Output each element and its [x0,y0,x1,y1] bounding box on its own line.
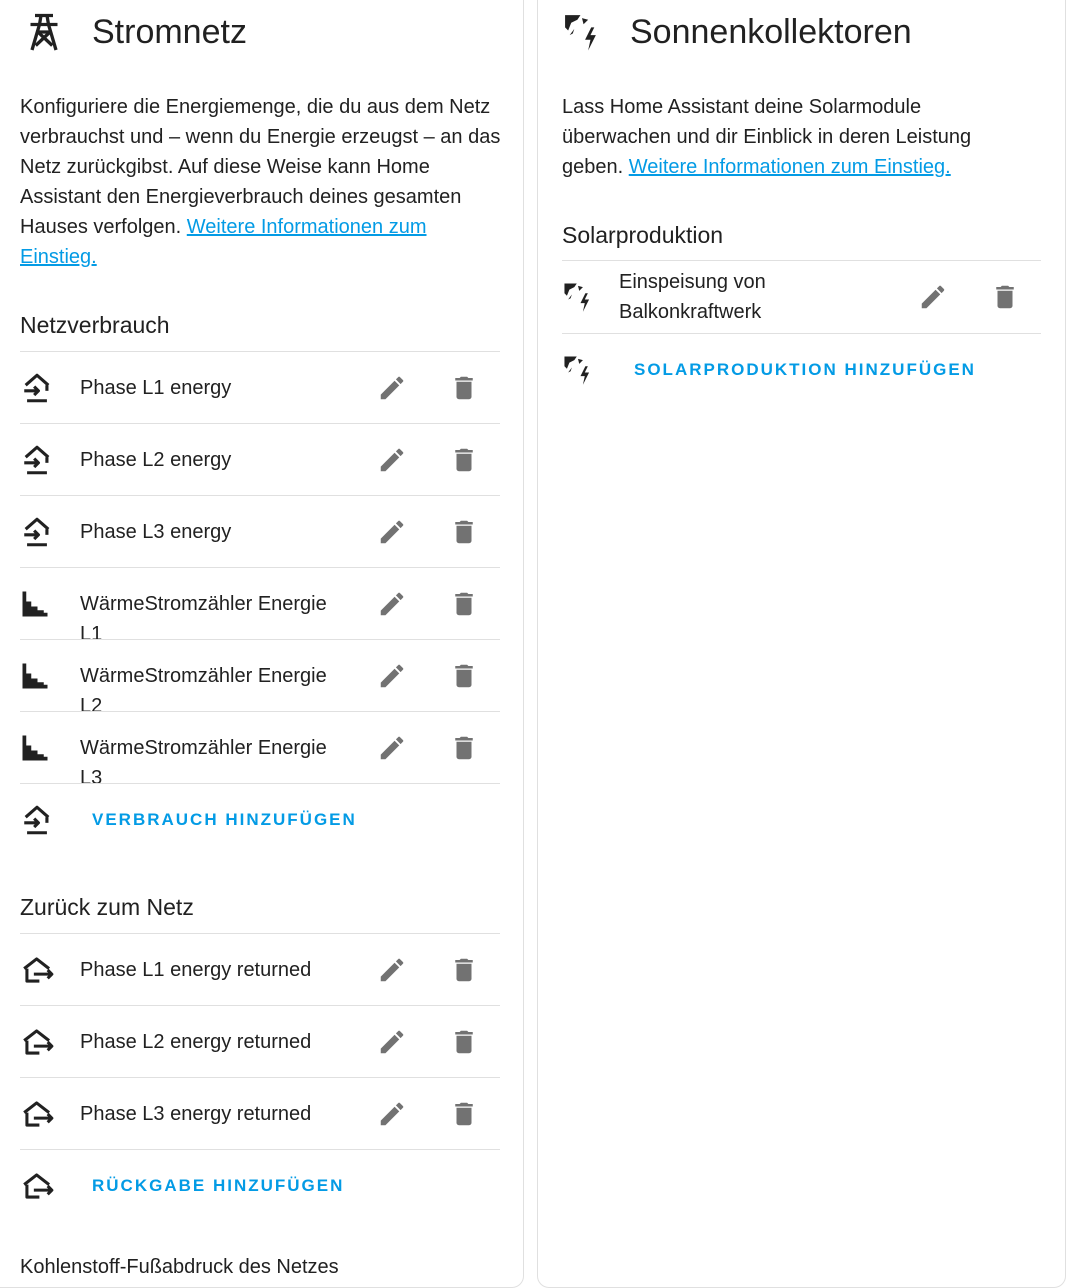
add-consumption-button[interactable]: VERBRAUCH HINZUFÜGEN [92,809,357,829]
entity-label: Phase L2 energy returned [80,1031,312,1053]
entity-label: WärmeStromzähler Energie L1 [80,593,327,645]
delete-button[interactable] [985,277,1025,317]
trash-icon [449,733,479,763]
home-export-icon [20,1024,56,1060]
solar-description: Lass Home Assistant deine Solarmodule überwachen und dir Einblick in deren Leistung geben. [562,96,972,178]
edit-button[interactable] [372,368,412,408]
edit-button[interactable] [372,584,412,624]
grid-card-title: Stromnetz [92,12,247,51]
entity-row [20,423,500,495]
trash-icon [449,445,479,475]
solar-power-icon [562,352,598,388]
pencil-icon [377,733,407,763]
pencil-icon [377,445,407,475]
delete-button[interactable] [444,440,484,480]
solar-production-row [562,260,1041,332]
edit-button[interactable] [372,950,412,990]
chart-stairs-icon [20,730,56,766]
trash-icon [449,589,479,619]
delete-button[interactable] [444,368,484,408]
solar-card-title: Sonnenkollektoren [630,12,912,51]
edit-button[interactable] [913,277,953,317]
grid-card-header [24,12,247,52]
delete-button[interactable] [444,512,484,552]
solar-production-section-title: Solarproduktion [562,222,724,248]
edit-button[interactable] [372,1094,412,1134]
chart-stairs-icon [20,658,56,694]
delete-button[interactable] [444,656,484,696]
pencil-icon [377,661,407,691]
edit-button[interactable] [372,512,412,552]
chart-stairs-icon [20,586,56,622]
home-import-icon [20,442,56,478]
trash-icon [449,517,479,547]
pencil-icon [377,955,407,985]
pencil-icon [377,373,407,403]
home-export-icon [20,1168,56,1204]
entity-label: WärmeStromzähler Energie L2 [80,665,327,717]
add-solar-button[interactable]: SOLARPRODUKTION HINZUFÜGEN [634,359,976,379]
delete-button[interactable] [444,1094,484,1134]
trash-icon [449,1027,479,1057]
edit-button[interactable] [372,656,412,696]
entity-row [20,639,500,717]
entity-row [20,933,500,1005]
pencil-icon [918,282,948,312]
pencil-icon [377,1099,407,1129]
entity-label: Phase L2 energy [80,449,232,471]
add-return-row [20,1149,500,1221]
pencil-icon [377,1027,407,1057]
grid-description: Konfiguriere die Energiemenge, die du aus dem Netz verbrauchst und – wenn du Energie erzeugst – an das Netz zurückgibst. Auf diese Weise kann Home Assistant den Energieverbrauch deines gesamten Hauses verfolgen. [20,96,501,238]
entity-label: Phase L3 energy returned [80,1103,312,1125]
add-consumption-row [20,783,500,855]
pencil-icon [377,589,407,619]
solar-power-icon [562,279,598,315]
entity-row [20,711,500,789]
solar-learn-more-link[interactable]: Weitere Informationen zum Einstieg. [628,156,951,178]
solar-power-icon [562,12,602,52]
entity-row [20,1077,500,1149]
grid-description-block [20,92,505,272]
solar-card-header [562,12,912,52]
delete-button[interactable] [444,1022,484,1062]
pencil-icon [377,517,407,547]
trash-icon [449,1099,479,1129]
entity-label: Phase L1 energy [80,377,232,399]
transmission-tower-icon [24,12,64,52]
entity-row [20,495,500,567]
home-import-icon [20,370,56,406]
carbon-section-title: Kohlenstoff-Fußabdruck des Netzes [20,1256,339,1278]
trash-icon [990,282,1020,312]
add-return-button[interactable]: RÜCKGABE HINZUFÜGEN [92,1175,345,1195]
home-import-icon [20,802,56,838]
entity-label: WärmeStromzähler Energie L3 [80,737,327,789]
entity-label: Phase L3 energy [80,521,232,543]
home-import-icon [20,514,56,550]
trash-icon [449,955,479,985]
entity-row [20,567,500,645]
entity-row [20,1005,500,1077]
trash-icon [449,373,479,403]
solar-description-block [562,92,1032,182]
home-export-icon [20,1096,56,1132]
edit-button[interactable] [372,440,412,480]
add-solar-row [562,333,1041,405]
consumption-section-title: Netzverbrauch [20,312,170,338]
trash-icon [449,661,479,691]
return-section-title: Zurück zum Netz [20,894,194,920]
edit-button[interactable] [372,1022,412,1062]
grid-learn-more-link[interactable]: Weitere Informationen zum Einstieg. [20,216,427,268]
entity-label: Phase L1 energy returned [80,959,312,981]
delete-button[interactable] [444,584,484,624]
edit-button[interactable] [372,728,412,768]
delete-button[interactable] [444,950,484,990]
delete-button[interactable] [444,728,484,768]
solar-item-label: Einspeisung von Balkonkraftwerk [619,271,766,323]
solar-card [537,0,1066,1288]
entity-row [20,351,500,423]
home-export-icon [20,952,56,988]
